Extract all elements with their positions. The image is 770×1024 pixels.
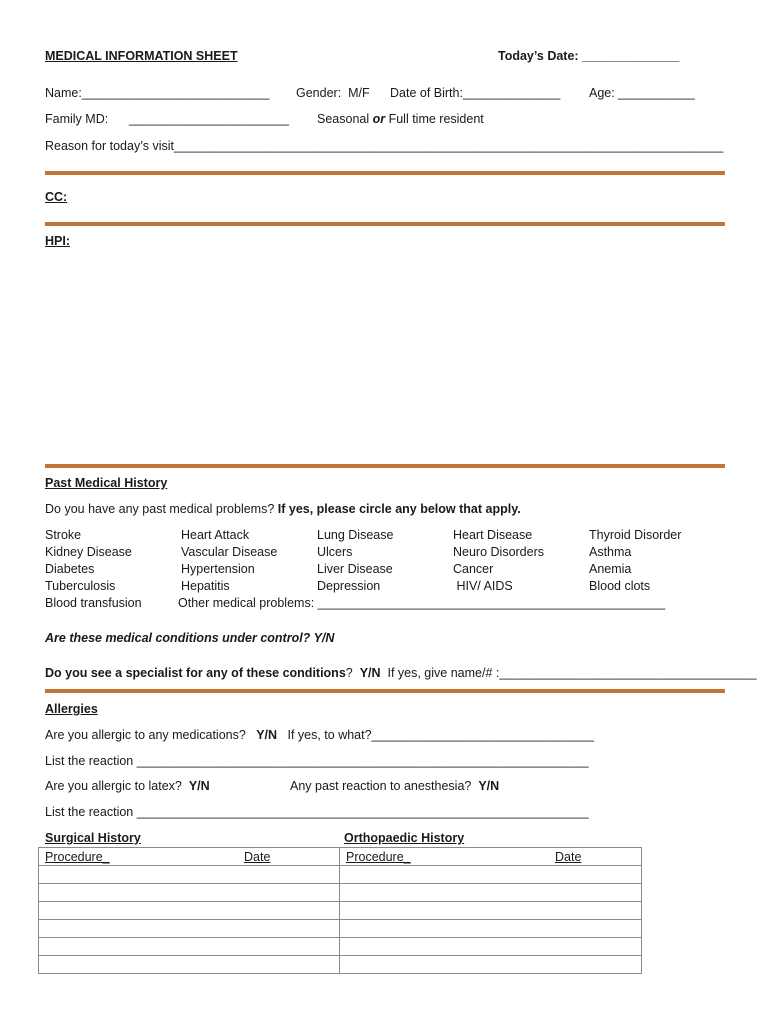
section-divider	[45, 171, 725, 175]
age-field[interactable]: Age: ___________	[589, 86, 695, 100]
medication-allergy-text: Are you allergic to any medications?	[45, 728, 257, 742]
specialist-name-field: If yes, give name/# :_____________________________________	[380, 666, 757, 680]
latex-allergy-question[interactable]	[45, 779, 210, 794]
residency-fulltime: Full time resident	[385, 112, 484, 126]
reaction-field-2[interactable]: List the reaction _________________________________________________________________	[45, 805, 589, 819]
anesthesia-yn: Y/N	[478, 779, 500, 793]
hpi-area[interactable]	[45, 252, 725, 457]
conditions-control-question[interactable]: Are these medical conditions under control? Y/N	[45, 631, 335, 645]
surgical-entry-cell[interactable]	[39, 866, 340, 884]
pmh-question	[45, 502, 521, 517]
condition-heart-disease[interactable]: Heart Disease	[453, 528, 533, 542]
condition-hypertension[interactable]: Hypertension	[181, 562, 255, 576]
condition-vascular-disease[interactable]: Vascular Disease	[181, 545, 278, 559]
latex-allergy-text: Are you allergic to latex?	[45, 779, 189, 793]
ortho-entry-cell[interactable]	[340, 884, 642, 902]
condition-tuberculosis[interactable]: Tuberculosis	[45, 579, 116, 593]
date-label: Date	[244, 850, 271, 864]
surgical-entry-cell[interactable]	[39, 884, 340, 902]
reason-field[interactable]: Reason for today’s visit_______________________________________________________________________________	[45, 139, 724, 153]
gender-field[interactable]: Gender: M/F	[296, 86, 370, 100]
page-title: MEDICAL INFORMATION SHEET	[45, 49, 238, 63]
residency-status[interactable]	[317, 112, 484, 127]
condition-liver-disease[interactable]: Liver Disease	[317, 562, 393, 576]
ortho-entry-cell[interactable]	[340, 920, 642, 938]
todays-date-field[interactable]: Today’s Date: ______________	[498, 49, 680, 63]
condition-ulcers[interactable]: Ulcers	[317, 545, 353, 559]
anesthesia-text: Any past reaction to anesthesia?	[290, 779, 479, 793]
surgical-header-cell	[39, 848, 340, 866]
pmh-heading: Past Medical History	[45, 476, 168, 490]
specialist-yn: Y/N	[359, 666, 381, 680]
surgical-history-heading: Surgical History	[45, 831, 141, 845]
ortho-entry-cell[interactable]	[340, 866, 642, 884]
ortho-procedure-label: Procedure_	[346, 850, 411, 864]
ortho-entry-cell[interactable]	[340, 902, 642, 920]
hpi-label: HPI:	[45, 234, 70, 248]
condition-hepatitis[interactable]: Hepatitis	[181, 579, 230, 593]
specialist-qmark: ?	[345, 666, 360, 680]
condition-cancer[interactable]: Cancer	[453, 562, 494, 576]
pmh-question-instruction: If yes, please circle any below that apply.	[277, 502, 521, 516]
ortho-entry-cell[interactable]	[340, 938, 642, 956]
section-divider	[45, 689, 725, 693]
specialist-question[interactable]	[45, 666, 757, 681]
condition-heart-attack[interactable]: Heart Attack	[181, 528, 250, 542]
medication-allergy-field: If yes, to what?________________________________	[277, 728, 595, 742]
condition-blood-clots[interactable]: Blood clots	[589, 579, 651, 593]
ortho-entry-cell[interactable]	[340, 956, 642, 974]
condition-depression[interactable]: Depression	[317, 579, 381, 593]
other-problems-field[interactable]: Other medical problems: __________________________________________________	[178, 596, 666, 610]
pmh-question-text: Do you have any past medical problems?	[45, 502, 278, 516]
family-md-field[interactable]: Family MD: _______________________	[45, 112, 289, 126]
residency-seasonal: Seasonal	[317, 112, 373, 126]
surgical-entry-cell[interactable]	[39, 902, 340, 920]
surgical-entry-cell[interactable]	[39, 956, 340, 974]
section-divider	[45, 222, 725, 226]
condition-thyroid-disorder[interactable]: Thyroid Disorder	[589, 528, 682, 542]
anesthesia-question[interactable]	[290, 779, 499, 794]
condition-lung-disease[interactable]: Lung Disease	[317, 528, 394, 542]
condition-stroke[interactable]: Stroke	[45, 528, 82, 542]
condition-blood-transfusion[interactable]: Blood transfusion	[45, 596, 142, 610]
surgical-entry-cell[interactable]	[39, 938, 340, 956]
medication-allergy-question[interactable]	[45, 728, 594, 743]
specialist-text: Do you see a specialist for any of these conditions	[45, 666, 346, 680]
reaction-field-1[interactable]: List the reaction _________________________________________________________________	[45, 754, 589, 768]
orthopaedic-history-heading: Orthopaedic History	[344, 831, 465, 845]
allergies-heading: Allergies	[45, 702, 98, 716]
section-divider	[45, 464, 725, 468]
procedure-label: Procedure_	[45, 850, 110, 864]
condition-neuro-disorders[interactable]: Neuro Disorders	[453, 545, 545, 559]
latex-allergy-yn: Y/N	[188, 779, 210, 793]
condition-diabetes[interactable]: Diabetes	[45, 562, 95, 576]
medication-allergy-yn: Y/N	[256, 728, 278, 742]
condition-hiv-aids[interactable]: HIV/ AIDS	[453, 579, 513, 593]
name-field[interactable]: Name:___________________________	[45, 86, 270, 100]
cc-label: CC:	[45, 190, 68, 204]
ortho-header-cell	[340, 848, 642, 866]
ortho-date-label: Date	[555, 850, 582, 864]
condition-kidney-disease[interactable]: Kidney Disease	[45, 545, 132, 559]
dob-field[interactable]: Date of Birth:______________	[390, 86, 561, 100]
condition-anemia[interactable]: Anemia	[589, 562, 632, 576]
residency-or: or	[372, 112, 386, 126]
condition-asthma[interactable]: Asthma	[589, 545, 632, 559]
history-table	[38, 847, 642, 974]
surgical-entry-cell[interactable]	[39, 920, 340, 938]
